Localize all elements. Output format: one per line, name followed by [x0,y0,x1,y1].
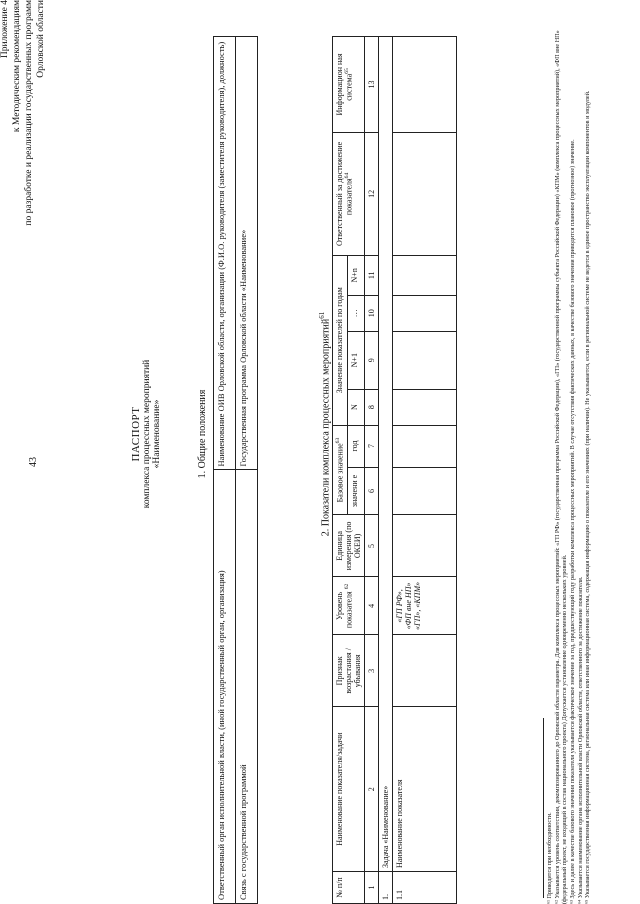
appendix-line-3: по разработке и реализации государственных программ [23,0,34,226]
program-link-value: Государственная программа Орловской области «Наименование» [236,37,258,471]
footnote-divider [543,718,544,898]
indicator-year-nn [393,255,457,295]
col-trend-header: Признак возрастания / убывания [333,635,365,707]
col-level-header [333,577,365,635]
page-subtitle: комплекса процессных мероприятий [142,359,152,509]
appendix-line-2: к Методическим рекомендациям [11,0,22,133]
table-row [236,37,258,904]
col-number: 1 [365,872,379,904]
col-year-nn-header: N+n [347,255,364,295]
indicator-responsible [393,133,457,256]
col-number: 3 [365,635,379,707]
header-row [333,37,348,904]
footnote-61: ⁶¹ Приводится при необходимости. [546,812,553,904]
col-num-header: № п/п [333,872,365,904]
section-1-heading: 1. Общие положения [197,389,208,479]
page-title: ПАСПОРТ [130,406,142,462]
col-number: 9 [365,331,379,389]
col-year-n1-header: N+1 [347,331,364,389]
indicator-unit [393,515,457,577]
col-number: 10 [365,295,379,331]
col-number: 12 [365,133,379,256]
appendix-note [0,0,48,360]
indicator-year-n1 [393,331,457,389]
footnote-ref: 64 [344,172,350,179]
indicator-row [393,37,457,904]
col-base-value-header: значени е [347,467,364,515]
table-row [214,37,236,904]
col-number: 8 [365,389,379,425]
section-2-heading-text: 2. Показатели комплекса процессных мероприятий [320,318,332,537]
program-link-label: Связь с государственной программой [236,470,258,904]
footnote-64: ⁶⁴ Указывается наименование органа исполнительной власти Орловской области, ответственного за достижение показателя. [576,576,584,904]
task-row [379,37,393,904]
indicator-info [393,37,457,133]
col-year-dots-header: … [347,295,364,331]
col-number: 5 [365,515,379,577]
col-base-header [333,425,348,515]
col-base-year-header: год [347,425,364,467]
responsible-value: Наименование ОИВ Орловской области, организации (Ф.И.О. руководителя (заместителя руководителя), должность) [214,37,236,471]
col-number: 7 [365,425,379,467]
page-number: 43 [28,457,39,467]
section-2-heading [318,164,331,684]
col-number: 13 [365,37,379,133]
appendix-line-4: Орловской области [35,0,46,78]
col-number: 4 [365,577,379,635]
col-years-header: Значение показателей по годам [333,255,348,425]
task-name: Задача «Наименование» [379,37,393,872]
indicator-year-n [393,389,457,425]
footnote-ref: 63 [335,437,341,444]
col-number: 11 [365,255,379,295]
indicator-year-dots [393,295,457,331]
col-responsible-header [333,133,365,256]
col-info-header [333,37,365,133]
title-block [130,264,162,604]
footnote-65: ⁶⁵ Указывается государственная информационная система, региональная система или иная информационная система, содержащая информацию о показателе и его значениях (при наличии). Не указывается, если в региональной системе не ведется в единое пространство эксплуатации компонентов и модулей. [584,90,592,904]
col-base-text: Базовое значение [335,443,345,503]
col-responsible-text: Ответственный за достижение показателя [335,141,354,246]
indicator-trend [393,635,457,707]
footnote-ref: 61 [318,311,326,319]
col-year-n-header: N [347,389,364,425]
col-number: 6 [365,467,379,515]
col-number: 2 [365,707,379,872]
footnote-62: ⁶² Указывается уровень соответствия, декомпозированного до Орловской области параметра. Для комплекса процессных мероприятий: «ГП РФ» (государственная программа Российской Федерации), «ГП» (государственной программы субъекта Российской Федерации) «КПМ» (комплекса процессных мероприятий), «ФП вне НП» (федеральный проект, не входящий в состав национального проекта) Допускается установление одновременно нескольких уровней. [553,30,569,904]
footnote-63: ⁶³ Здесь и далее в качестве базового значения показателя указывается фактическое значение за год, предшествующий году разработки комплекса процессных мероприятий. В случае отсутствия фактических данных, в качестве базового значения приводится плановое (прогнозное) значение. [569,139,577,904]
footnote-ref: 62 [344,583,350,590]
indicator-base-year [393,425,457,467]
indicator-name: Наименование показателя [393,707,457,872]
indicator-num: 1.1 [393,872,457,904]
footnote-ref: 65 [344,68,350,74]
col-level-text: Уровень показателя [335,591,354,629]
indicator-base-value [393,467,457,515]
col-unit-header: Единица измерения (по ОКЕИ) [333,515,365,577]
footnotes [546,4,592,904]
responsible-label: Ответственный орган исполнительной власти, (иной государственный орган, организация) [214,470,236,904]
col-info-text: Информацион ная система [335,53,354,116]
appendix-line-1: Приложение 4 [0,0,10,59]
column-number-row [365,37,379,904]
task-num: 1. [379,872,393,904]
general-info-table [213,36,258,904]
indicators-table [332,36,457,904]
col-name-header: Наименование показателя/задачи [333,707,365,872]
page-subtitle-name: «Наименование» [152,399,162,469]
indicator-level: «ГП РФ», «ФП вне НП» «ГП», «КПМ» [393,577,457,635]
